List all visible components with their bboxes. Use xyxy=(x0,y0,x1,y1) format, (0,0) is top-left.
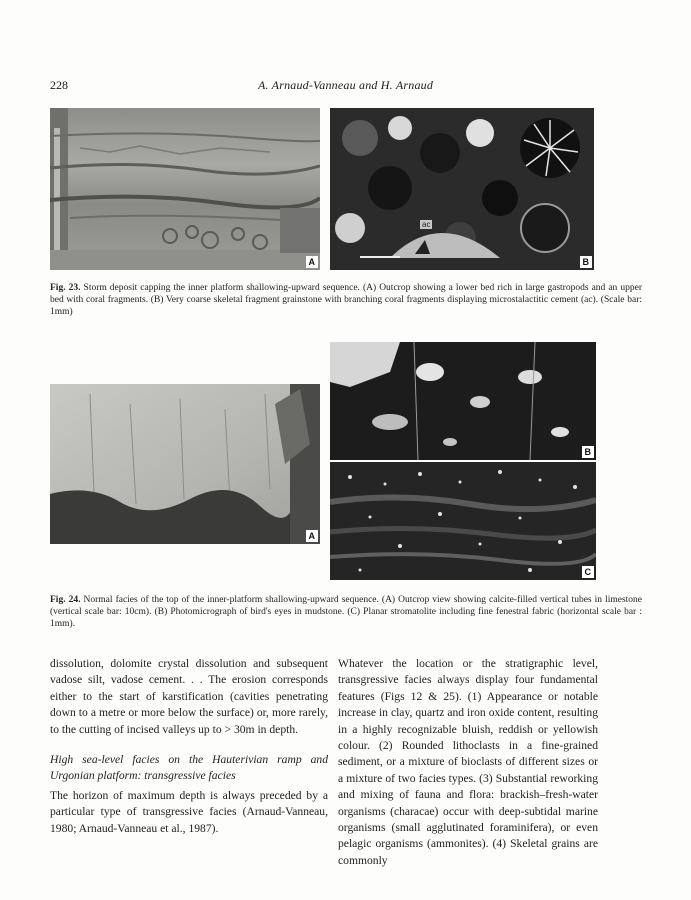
fig24-photo-b xyxy=(330,342,596,460)
left-paragraph-2: The horizon of maximum depth is always preceded by a particular type of transgressive facies (Arnaud-Vanneau, 1980; Arnaud-Vanneau et al., 1987). xyxy=(50,789,328,835)
running-title: A. Arnaud-Vanneau and H. Arnaud xyxy=(257,78,434,92)
fig23-photo-a xyxy=(50,108,320,270)
fig24-caption-text: Normal facies of the top of the inner-platform shallowing-upward sequence. (A) Outcrop view showing calcite-filled vertical tubes in limestone (vertical scale bar: 10cm). (B) Photomicrograph of bird's eyes in mudstone. (C) Planar stromatolite including fine fenestral fabric (horizontal scale bar : 1mm). xyxy=(50,595,642,629)
fig23-panel-a-label: A xyxy=(306,256,319,268)
fig23-panel-b-label: B xyxy=(580,256,593,268)
fig24-photo-c xyxy=(330,462,596,580)
left-column xyxy=(50,656,328,837)
right-column xyxy=(338,656,598,869)
fig23-caption-label: Fig. 23. xyxy=(50,283,81,293)
fig24-panel-b-label: B xyxy=(582,446,595,458)
fig23-ac-label: ac xyxy=(422,220,431,229)
section-heading: High sea-level facies on the Hauterivian ramp and Urgonian platform: transgressive facies xyxy=(50,753,328,783)
fig24-photo-a xyxy=(50,384,320,544)
fig23-caption xyxy=(50,282,642,318)
left-paragraph-1: dissolution, dolomite crystal dissolution and subsequent vadose silt, vadose cement. . . The erosion corresponds either to the start of karstification (cavities penetrating down to a metre or more below the surface) or, more rarely, to the cutting of incised valleys up to > 30m in depth. xyxy=(50,657,328,736)
right-paragraph: Whatever the location or the stratigraphic level, transgressive facies always display four fundamental features (Figs 12 & 25). (1) Appearance or notable increase in clay, quartz and iron oxide content, resulting in a highly recognizable bluish, reddish or yellowish colour. (2) Rounded lithoclasts in a fine-grained sediment, or a mixture of bioclasts of different sizes or a mixture of two facies types. (3) Substantial reworking and mixing of fauna and flora: brackish–fresh-water organisms (characae) occur with deep-subtidal marine organisms (small agglutinated foraminifera), or even pelagic organisms (ammonites). (4) Skeletal grains are commonly xyxy=(338,657,598,867)
page-number: 228 xyxy=(50,78,68,92)
fig23-caption-text: Storm deposit capping the inner platform shallowing-upward sequence. (A) Outcrop showing a lower bed rich in large gastropods and an upper bed with coral fragments. (B) Very coarse skeletal fragment grainstone with branching coral fragments displaying microstalactitic cement (ac). (Scale bar: 1mm) xyxy=(50,283,642,317)
fig24-panel-a-label: A xyxy=(306,530,319,542)
fig24-caption xyxy=(50,594,642,630)
fig24-panel-c-label: C xyxy=(582,566,595,578)
fig23-photo-b xyxy=(330,108,594,270)
fig24-caption-label: Fig. 24. xyxy=(50,595,81,605)
